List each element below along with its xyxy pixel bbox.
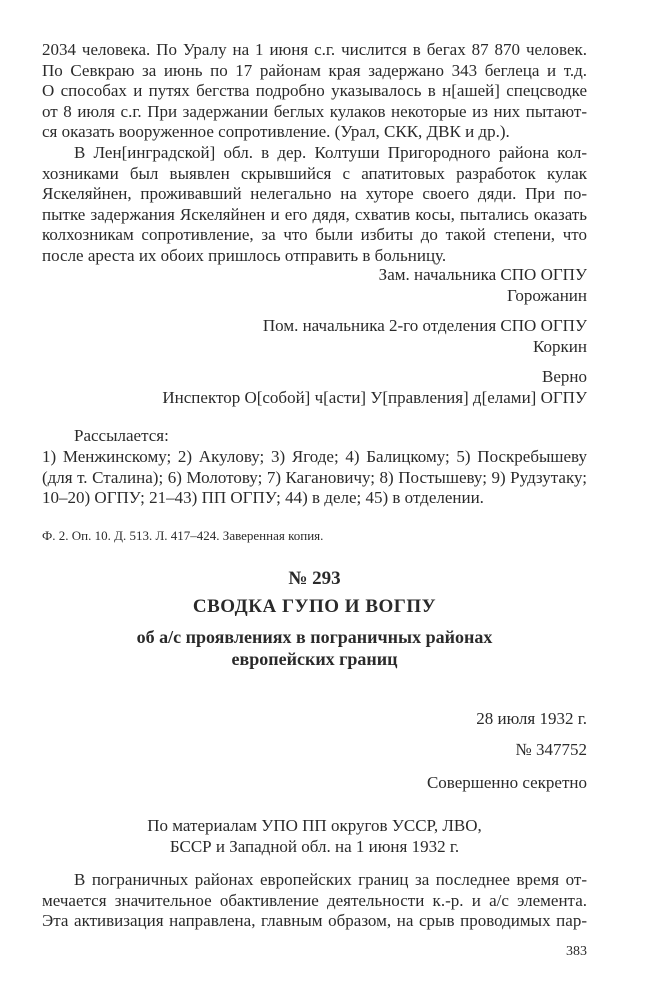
signature-1 bbox=[379, 265, 587, 306]
signature-name: Коркин bbox=[533, 336, 587, 356]
text-line: 2034 человека. По Уралу на 1 июня с.г. числится в бегах 87 870 человек. bbox=[42, 40, 587, 59]
distribution-list bbox=[42, 447, 587, 509]
document-basis bbox=[42, 816, 587, 857]
signature-title: Зам. начальника СПО ОГПУ bbox=[378, 265, 587, 284]
archive-source-note: Ф. 2. Оп. 10. Д. 513. Л. 417–424. Заверенная копия. bbox=[42, 528, 324, 543]
classification-stamp: Совершенно секретно bbox=[426, 773, 587, 792]
signature-title: Инспектор О[собой] ч[асти] У[правления] д[елами] ОГПУ bbox=[162, 387, 587, 407]
signature-3 bbox=[162, 367, 587, 408]
page-number: 383 bbox=[566, 944, 587, 959]
document-subtitle bbox=[42, 626, 587, 670]
basis-line: БССР и Западной обл. на 1 июня 1932 г. bbox=[169, 836, 460, 856]
bottom-paragraph bbox=[42, 870, 587, 932]
basis-line: По материалам УПО ПП округов УССР, ЛВО, bbox=[147, 816, 482, 835]
document-number: № 293 bbox=[288, 568, 341, 589]
text-line: Яскеляйнен, проживавший нелегально на хуторе своего дяди. При по- bbox=[42, 184, 587, 203]
signature-2 bbox=[263, 316, 587, 357]
text-line: колхозникам сопротивление, за что были избиты до такой степени, что bbox=[42, 225, 587, 244]
signature-name: Горожанин bbox=[507, 285, 587, 305]
document-title: СВОДКА ГУПО И ВОГПУ bbox=[192, 596, 437, 617]
text-line: хозниками был выявлен скрывшийся с апатитовых разработок кулак bbox=[42, 163, 587, 183]
text-line: от 8 июля с.г. При задержании беглых кулаков некоторые из них пытают- bbox=[42, 101, 587, 121]
text-line: По Севкраю за июнь по 17 районам края задержано 343 беглеца и т.д. bbox=[42, 60, 587, 80]
registration-number: № 347752 bbox=[515, 740, 587, 759]
text-line: 10–20) ОГПУ; 21–43) ПП ОГПУ; 44) в деле; 45) в отделении. bbox=[42, 488, 484, 507]
text-line: (для т. Сталина); 6) Молотову; 7) Кагановичу; 8) Постышеву; 9) Рудзутаку; bbox=[42, 467, 587, 487]
text-line: В пограничных районах европейских границ за последнее время от- bbox=[74, 870, 587, 889]
subtitle-line: европейских границ bbox=[231, 649, 398, 669]
text-line: В Лен[инградской] обл. в дер. Колтуши Пригородного района кол- bbox=[74, 143, 587, 162]
text-line: мечается значительное обактивление деятельности к.-р. и а/с элемента. bbox=[42, 890, 587, 910]
top-paragraph bbox=[42, 40, 587, 143]
document-date: 28 июля 1932 г. bbox=[476, 709, 587, 728]
text-line: Эта активизация направлена, главным образом, на срыв проводимых пар- bbox=[42, 911, 587, 930]
text-line: О способах и путях бегства подробно указывалось в н[ашей] спецсводке bbox=[42, 81, 587, 100]
distribution-heading: Рассылается: bbox=[74, 426, 169, 445]
text-line: 1) Менжинскому; 2) Акулову; 3) Ягоде; 4) Балицкому; 5) Поскребышеву bbox=[42, 447, 587, 466]
second-paragraph bbox=[42, 143, 587, 266]
text-line: ся оказать вооруженное сопротивление. (Урал, СКК, ДВК и др.). bbox=[42, 122, 510, 141]
text-line: пытке задержания Яскеляйнен и его дядя, схватив косы, пытались оказать bbox=[42, 204, 587, 224]
signature-title: Пом. начальника 2-го отделения СПО ОГПУ bbox=[262, 316, 587, 335]
subtitle-line: об а/с проявлениях в пограничных районах bbox=[136, 627, 493, 647]
text-line: после ареста их обоих пришлось отправить в больницу. bbox=[42, 245, 447, 265]
certified-mark: Верно bbox=[542, 367, 587, 386]
